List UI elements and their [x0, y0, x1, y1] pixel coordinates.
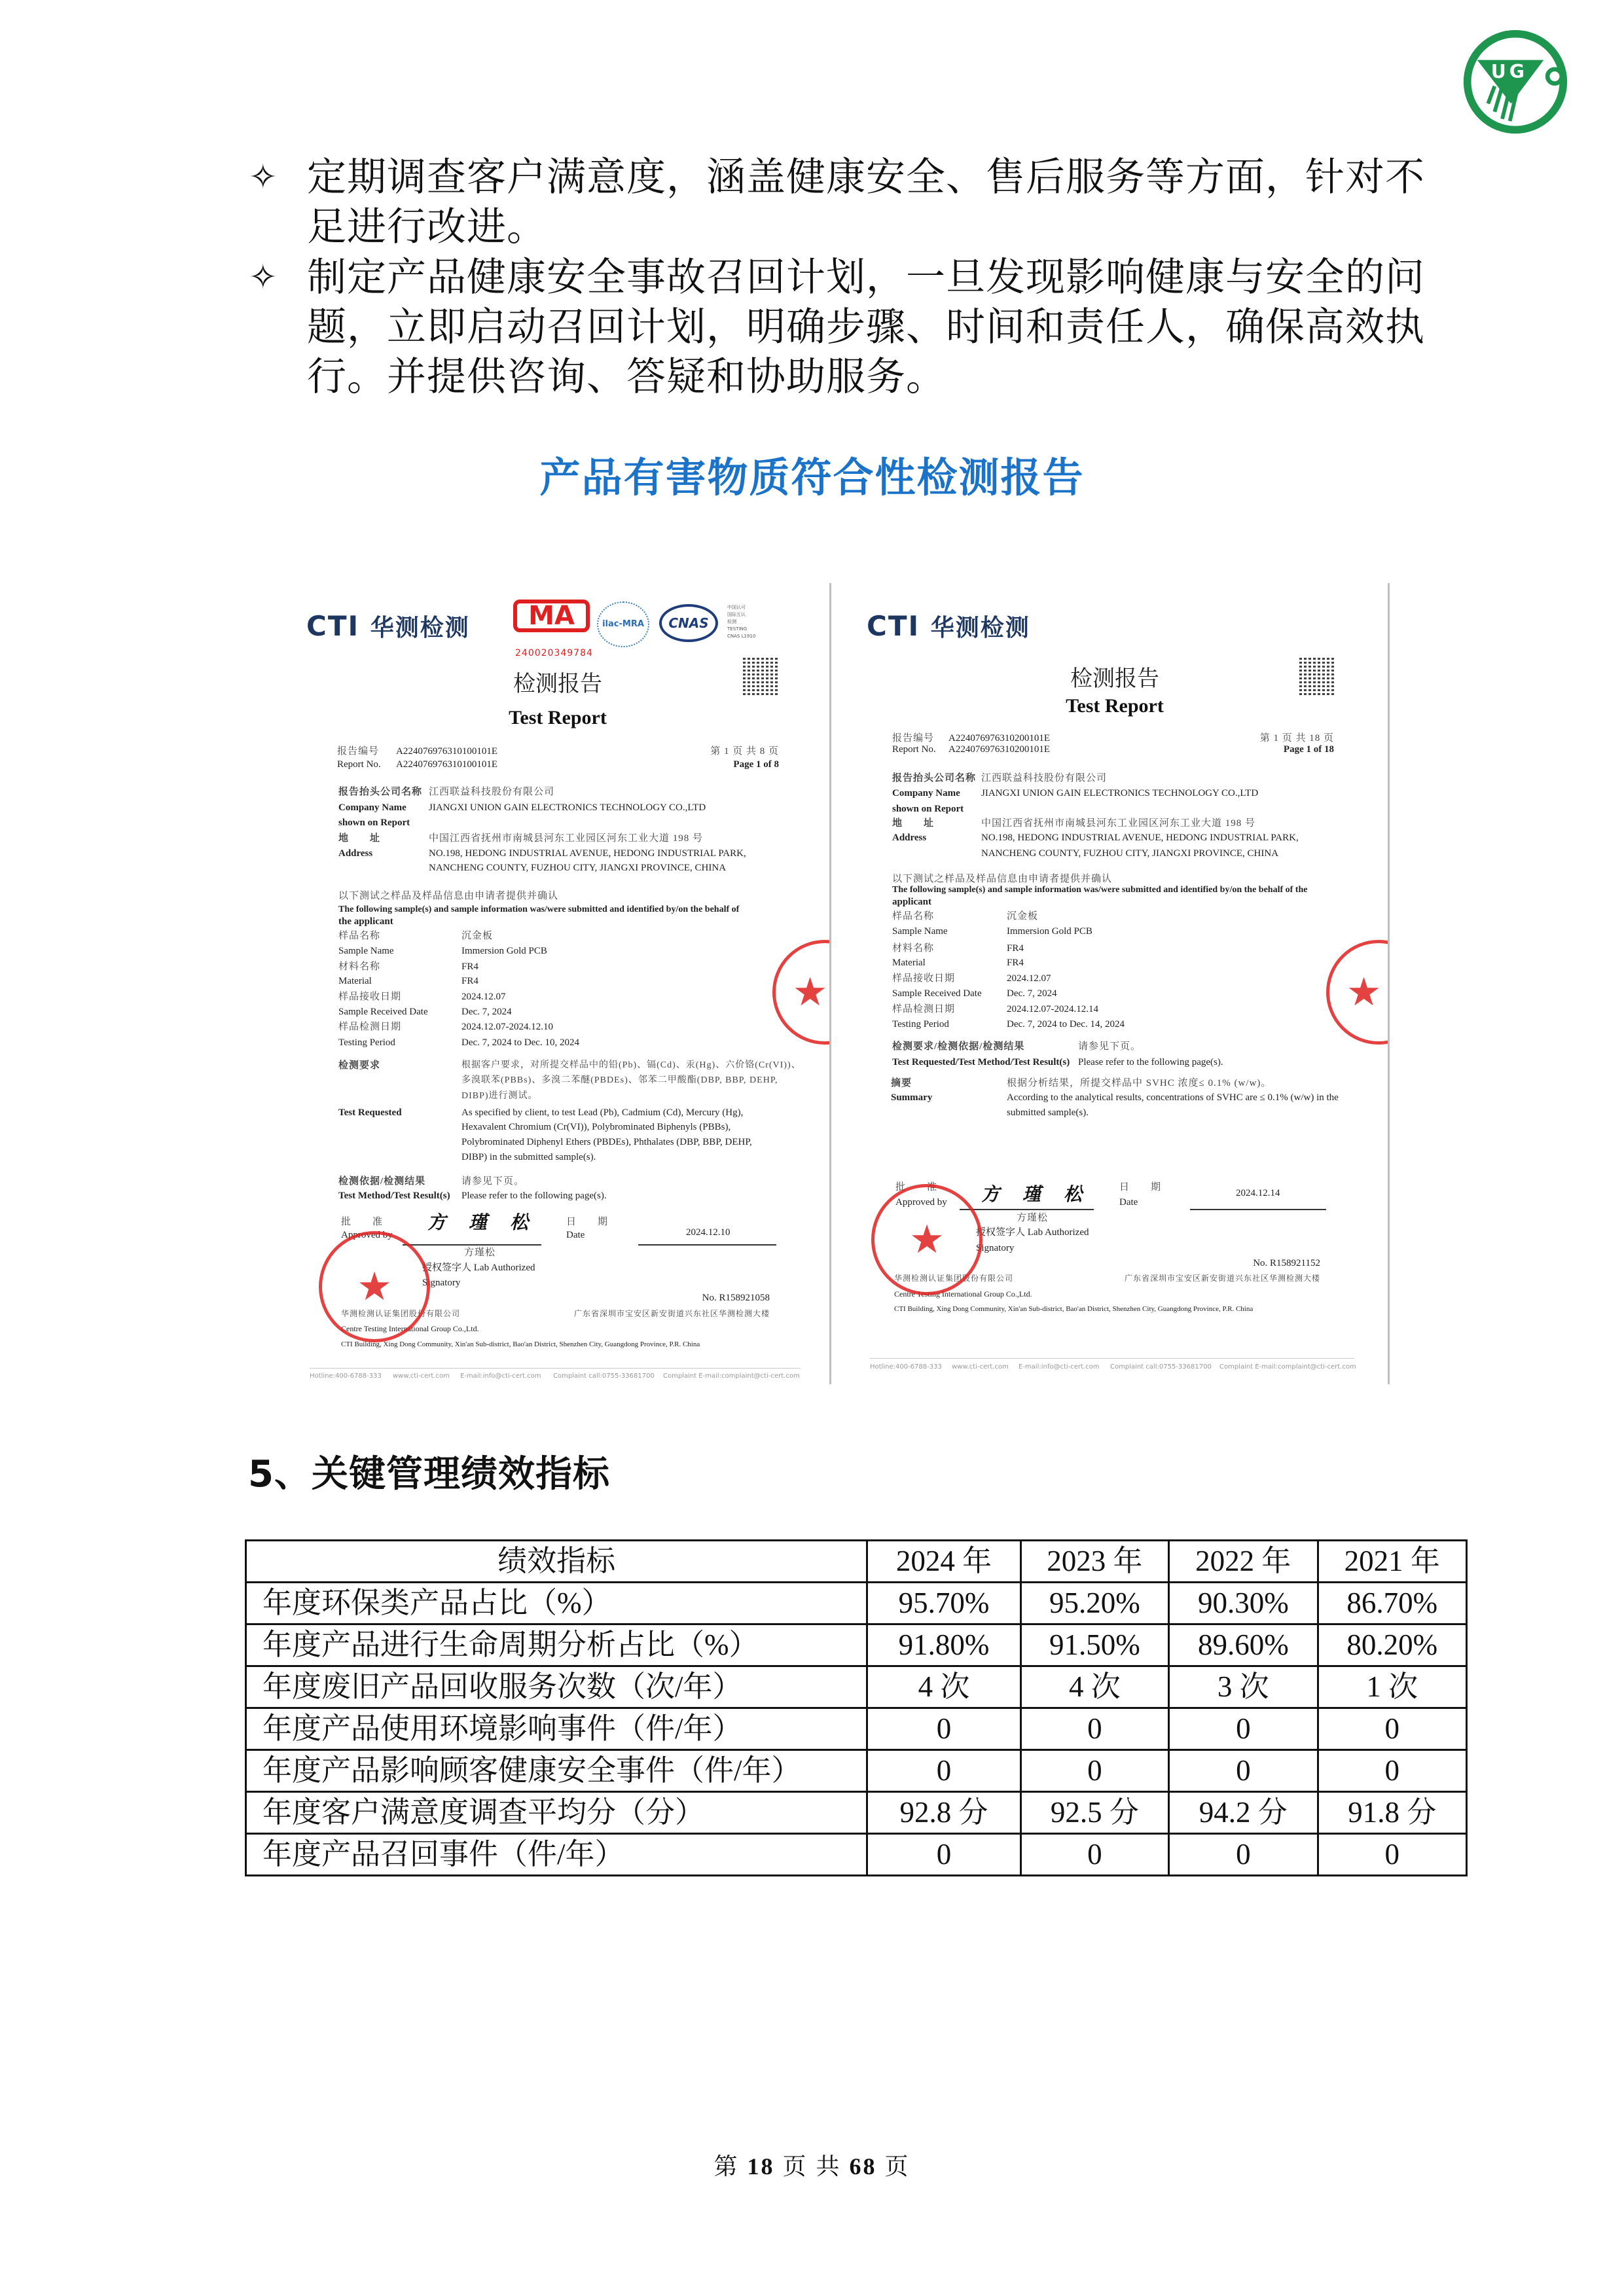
- table-cell: 0: [1318, 1834, 1466, 1876]
- footer-complaint-call: Complaint call:0755-33681700: [553, 1372, 655, 1380]
- table-cell: 年度客户满意度调查平均分（分）: [246, 1792, 867, 1834]
- label: Approved by: [341, 1230, 393, 1240]
- report-section-title: 产品有害物质符合性检测报告: [539, 456, 1085, 501]
- field-label: Testing Period: [338, 1037, 395, 1048]
- table-cell: 年度产品进行生命周期分析占比（%）: [246, 1624, 867, 1666]
- field-value: 沉金板: [1007, 911, 1039, 922]
- bullet-text-line: 制定产品健康安全事故召回计划，一旦发现影响健康与安全的问: [307, 256, 1425, 299]
- label: 报告编号: [892, 733, 935, 744]
- field-label: Sample Received Date: [892, 988, 982, 999]
- field-value: 2024.12.07-2024.12.14: [1007, 1004, 1098, 1014]
- address-en: NANCHENG COUNTY, FUZHOU CITY, JIANGXI PROVINCE, CHINA: [429, 863, 727, 873]
- field-value: Immersion Gold PCB: [461, 946, 547, 956]
- table-cell: 0: [1169, 1834, 1318, 1876]
- field-value: 2024.12.07: [461, 992, 506, 1002]
- table-cell: 0: [1318, 1708, 1466, 1750]
- field-value: Dec. 7, 2024 to Dec. 10, 2024: [461, 1037, 579, 1048]
- field-label: 样品接收日期: [338, 992, 402, 1002]
- table-cell: 91.50%: [1020, 1624, 1168, 1666]
- page-indicator: 第 1 页 共 8 页: [710, 746, 779, 757]
- table-cell: 91.8 分: [1318, 1792, 1466, 1834]
- table-cell: 3 次: [1169, 1666, 1318, 1708]
- field-label: Material: [892, 958, 926, 968]
- address-en: NANCHENG COUNTY, FUZHOU CITY, JIANGXI PROVINCE, CHINA: [981, 848, 1279, 859]
- report-title-en: Test Report: [1066, 695, 1164, 717]
- label: Report No.: [892, 744, 936, 755]
- four-point-star-outline-icon: ✧: [249, 258, 278, 297]
- column-header: 2024 年: [867, 1541, 1020, 1583]
- label: 摘要: [891, 1078, 912, 1088]
- test-method-en: Please refer to the following page(s).: [1078, 1057, 1223, 1067]
- signature: 方 瑾 松: [427, 1213, 538, 1233]
- company-name-cn: 江西联益科技股份有限公司: [429, 787, 555, 797]
- page-indicator: 第 1 页 共 18 页: [1259, 733, 1334, 744]
- label: Test Method/Test Result(s): [338, 1191, 450, 1201]
- field-value: 沉金板: [461, 931, 494, 941]
- summary-text: According to the analytical results, concentrations of SVHC are ≤ 0.1% (w/w) in the: [1007, 1092, 1339, 1103]
- address-cn: 中国江西省抚州市南城县河东工业园区河东工业大道 198 号: [981, 818, 1256, 829]
- table-cell: 91.80%: [867, 1624, 1020, 1666]
- table-row: [246, 1666, 1467, 1708]
- field-value: FR4: [461, 961, 478, 972]
- bullet-text-line: 行。并提供咨询、答疑和协助服务。: [307, 355, 946, 399]
- footer-website: www.cti-cert.com: [393, 1372, 450, 1380]
- label: 报告抬头公司名称: [338, 787, 423, 797]
- label: 检测依据/检测结果: [338, 1176, 426, 1187]
- kpi-table: [245, 1539, 1468, 1876]
- field-label: 材料名称: [892, 943, 935, 954]
- label: 检测要求/检测依据/检测结果: [892, 1041, 1025, 1052]
- certificate-number: No. R158921058: [702, 1293, 770, 1303]
- label: Company Name: [892, 788, 960, 798]
- field-value: Dec. 7, 2024: [1007, 988, 1057, 999]
- label: 报告编号: [337, 746, 380, 757]
- page-indicator: Page 1 of 18: [1283, 744, 1334, 755]
- svg-text:UG: UG: [1490, 61, 1528, 83]
- label: Signatory: [422, 1278, 461, 1288]
- table-cell: 0: [1169, 1708, 1318, 1750]
- table-cell: 0: [1020, 1750, 1168, 1792]
- ilac-mra-logo-icon: ilac-MRA: [597, 601, 649, 647]
- table-cell: 0: [867, 1750, 1020, 1792]
- sample-intro: applicant: [892, 897, 932, 907]
- certificate-number: No. R158921152: [1253, 1258, 1320, 1268]
- label: Test Requested: [338, 1107, 402, 1118]
- company-logo-icon: [1456, 20, 1587, 144]
- red-seal-stamp-icon: ★: [1326, 940, 1388, 1045]
- label: Date: [1119, 1197, 1138, 1208]
- table-cell: 0: [867, 1834, 1020, 1876]
- label: shown on Report: [892, 804, 964, 814]
- label: 授权签字人 Lab Authorized: [976, 1227, 1089, 1238]
- table-cell: 80.20%: [1318, 1624, 1466, 1666]
- test-report-image-right: [842, 583, 1388, 1384]
- table-cell: 0: [867, 1708, 1020, 1750]
- report-title-cn: 检测报告: [1070, 667, 1159, 691]
- sample-intro: 以下测试之样品及样品信息由申请者提供并确认: [892, 874, 1113, 884]
- cti-logo: CTI 华测检测: [306, 610, 470, 642]
- org-address-cn: 广东省深圳市宝安区新安街道兴东社区华测检测大楼: [573, 1309, 770, 1318]
- label: 授权签字人 Lab Authorized: [422, 1263, 535, 1273]
- signer-name: 方瑾松: [1017, 1213, 1049, 1223]
- cnas-logo-icon: CNAS: [659, 604, 718, 642]
- label: Test Requested/Test Method/Test Result(s): [892, 1057, 1070, 1067]
- label: 日 期: [1119, 1182, 1162, 1193]
- sample-intro: The following sample(s) and sample information was/were submitted and identified by/on the behalf of: [338, 905, 740, 914]
- footer-divider: [870, 1358, 1354, 1359]
- approval-date: 2024.12.10: [686, 1227, 731, 1238]
- table-cell: 0: [1169, 1750, 1318, 1792]
- address-cn: 中国江西省抚州市南城县河东工业园区河东工业大道 198 号: [429, 833, 704, 844]
- table-row: [246, 1834, 1467, 1876]
- table-cell: 4 次: [867, 1666, 1020, 1708]
- bullet-text-line: 足进行改进。: [307, 206, 547, 249]
- red-seal-stamp-icon: ★: [772, 940, 829, 1045]
- field-value: Dec. 7, 2024 to Dec. 14, 2024: [1007, 1019, 1125, 1030]
- signature-line: [960, 1209, 1094, 1210]
- test-requested-en: Polybrominated Diphenyl Ethers (PBDEs), Phthalates (DBP, BBP, DEHP,: [461, 1137, 752, 1147]
- column-header: 2021 年: [1318, 1541, 1466, 1583]
- field-label: 样品名称: [892, 911, 935, 922]
- cma-mark-icon: MA: [513, 600, 590, 632]
- report-title-en: Test Report: [509, 707, 607, 728]
- table-row: [246, 1792, 1467, 1834]
- org-name-en: Centre Testing International Group Co.,Ltd.: [341, 1324, 479, 1333]
- label: shown on Report: [338, 817, 410, 828]
- field-label: 样品接收日期: [892, 973, 956, 984]
- summary-text: submitted sample(s).: [1007, 1107, 1089, 1118]
- label: 批 准: [895, 1182, 938, 1193]
- report-title-cn: 检测报告: [513, 672, 602, 696]
- footer-hotline: Hotline:400-6788-333: [310, 1372, 382, 1380]
- column-header: 2022 年: [1169, 1541, 1318, 1583]
- test-method-en: Please refer to the following page(s).: [461, 1191, 607, 1201]
- label: Address: [338, 848, 373, 859]
- field-value: FR4: [461, 976, 478, 986]
- field-label: 样品检测日期: [338, 1022, 402, 1032]
- field-label: 样品名称: [338, 931, 381, 941]
- sample-intro: 以下测试之样品及样品信息由申请者提供并确认: [338, 891, 559, 901]
- label: 地 址: [892, 818, 935, 829]
- label: 检测要求: [338, 1060, 381, 1071]
- field-label: Material: [338, 976, 372, 986]
- table-cell: 89.60%: [1169, 1624, 1318, 1666]
- total-pages: 68: [849, 2153, 877, 2179]
- test-requested-en: Hexavalent Chromium (Cr(VI)), Polybrominated Biphenyls (PBBs),: [461, 1122, 731, 1132]
- field-value: Dec. 7, 2024: [461, 1007, 512, 1017]
- label: Company Name: [338, 802, 406, 813]
- org-address-en: CTI Building, Xing Dong Community, Xin'an Sub-district, Bao'an District, Shenzhen City, Guangdong Province, P.R. China: [894, 1305, 1254, 1313]
- page-prefix: 第: [713, 2153, 740, 2179]
- footer-email: E-mail:info@cti-cert.com: [1019, 1363, 1100, 1371]
- table-cell: 4 次: [1020, 1666, 1168, 1708]
- page-suffix: 页: [884, 2153, 911, 2179]
- table-row: [246, 1583, 1467, 1624]
- org-address-en: CTI Building, Xing Dong Community, Xin'an Sub-district, Bao'an District, Shenzhen City, Guangdong Province, P.R. China: [341, 1340, 700, 1348]
- test-requested-en: As specified by client, to test Lead (Pb), Cadmium (Cd), Mercury (Hg),: [461, 1107, 744, 1118]
- page-indicator: Page 1 of 8: [733, 759, 779, 770]
- cma-number: 240020349784: [515, 648, 593, 658]
- table-cell: 年度环保类产品占比（%）: [246, 1583, 867, 1624]
- field-value: 2024.12.07-2024.12.10: [461, 1022, 553, 1032]
- signature-line: [403, 1244, 541, 1246]
- report-number: A224076976310200101E: [948, 744, 1050, 755]
- table-cell: 0: [1020, 1834, 1168, 1876]
- table-cell: 年度产品召回事件（件/年）: [246, 1834, 867, 1876]
- table-cell: 年度废旧产品回收服务次数（次/年）: [246, 1666, 867, 1708]
- signature: 方 瑾 松: [981, 1185, 1092, 1205]
- page-mid: 页 共: [782, 2153, 842, 2179]
- date-line: [1190, 1209, 1326, 1210]
- label: 日 期: [566, 1217, 609, 1227]
- footer-website: www.cti-cert.com: [952, 1363, 1009, 1371]
- field-label: Sample Name: [892, 926, 948, 937]
- label: Summary: [891, 1092, 933, 1103]
- table-cell: 95.20%: [1020, 1583, 1168, 1624]
- bullet-text-line: 定期调查客户满意度，涵盖健康安全、售后服务等方面，针对不: [307, 156, 1425, 199]
- summary-text: 根据分析结果，所提交样品中 SVHC 浓度≤ 0.1% (w/w)。: [1007, 1078, 1272, 1088]
- test-method-cn: 请参见下页。: [1078, 1041, 1142, 1052]
- column-header: 2023 年: [1020, 1541, 1168, 1583]
- label: Signatory: [976, 1243, 1015, 1253]
- org-address-cn: 广东省深圳市宝安区新安街道兴东社区华测检测大楼: [1124, 1274, 1320, 1283]
- footer-hotline: Hotline:400-6788-333: [870, 1363, 942, 1371]
- field-label: Sample Name: [338, 946, 394, 956]
- field-value: FR4: [1007, 958, 1024, 968]
- company-name-cn: 江西联益科技股份有限公司: [981, 773, 1108, 783]
- org-name-cn: 华测检测认证集团股份有限公司: [341, 1309, 461, 1318]
- org-name-en: Centre Testing International Group Co.,Ltd.: [894, 1289, 1032, 1299]
- company-name-en: JIANGXI UNION GAIN ELECTRONICS TECHNOLOGY CO.,LTD: [429, 802, 706, 813]
- table-cell: 年度产品影响顾客健康安全事件（件/年）: [246, 1750, 867, 1792]
- table-cell: 92.5 分: [1020, 1792, 1168, 1834]
- field-value: 2024.12.07: [1007, 973, 1051, 984]
- table-row: [246, 1624, 1467, 1666]
- label: 地 址: [338, 833, 381, 844]
- table-cell: 94.2 分: [1169, 1792, 1318, 1834]
- test-report-image-left: [285, 583, 829, 1384]
- table-cell: 0: [1020, 1708, 1168, 1750]
- field-label: Sample Received Date: [338, 1007, 428, 1017]
- report-number: A224076976310100101E: [396, 759, 497, 770]
- footer-divider: [310, 1368, 801, 1369]
- test-requested-en: DIBP) in the submitted sample(s).: [461, 1152, 596, 1162]
- table-cell: 1 次: [1318, 1666, 1466, 1708]
- field-value: FR4: [1007, 943, 1024, 954]
- table-row: [246, 1708, 1467, 1750]
- approval-date: 2024.12.14: [1236, 1188, 1280, 1198]
- four-point-star-outline-icon: ✧: [249, 158, 278, 197]
- field-label: 材料名称: [338, 961, 381, 972]
- date-line: [638, 1244, 776, 1246]
- company-name-en: JIANGXI UNION GAIN ELECTRONICS TECHNOLOGY CO.,LTD: [981, 788, 1259, 798]
- bullet-text-line: 题，立即启动召回计划，明确步骤、时间和责任人，确保高效执: [307, 306, 1425, 349]
- field-value: Immersion Gold PCB: [1007, 926, 1092, 937]
- label: 批 准: [341, 1217, 384, 1227]
- label: Date: [566, 1230, 585, 1240]
- field-label: 样品检测日期: [892, 1004, 956, 1014]
- cti-logo: CTI 华测检测: [867, 610, 1030, 642]
- table-cell: 86.70%: [1318, 1583, 1466, 1624]
- table-cell: 0: [1318, 1750, 1466, 1792]
- page-edge: [829, 583, 831, 1384]
- footer-complaint-email: Complaint E-mail:complaint@cti-cert.com: [1219, 1363, 1356, 1371]
- test-requested-cn: DIBP)进行测试。: [461, 1091, 538, 1101]
- table-row: [246, 1750, 1467, 1792]
- section-heading: 5、关键管理绩效指标: [248, 1453, 610, 1496]
- report-number: A224076976310200101E: [948, 733, 1050, 744]
- label: Report No.: [337, 759, 381, 770]
- page-number-footer: [0, 2148, 1624, 2181]
- label: Approved by: [895, 1197, 947, 1208]
- test-method-cn: 请参见下页。: [461, 1176, 525, 1187]
- field-label: Testing Period: [892, 1019, 949, 1030]
- table-cell: 95.70%: [867, 1583, 1020, 1624]
- test-requested-cn: 多溴联苯(PBBs)、多溴二苯醚(PBDEs)、邻苯二甲酸酯(DBP, BBP, DEHP,: [461, 1075, 778, 1085]
- report-number: A224076976310100101E: [396, 746, 497, 757]
- current-page: 18: [747, 2153, 775, 2179]
- footer-email: E-mail:info@cti-cert.com: [460, 1372, 541, 1380]
- cnas-note: 中国认可 国际互认 检测 TESTING CNAS L1910: [727, 605, 756, 639]
- table-header-row: [246, 1541, 1467, 1583]
- org-name-cn: 华测检测认证集团股份有限公司: [894, 1274, 1014, 1283]
- address-en: NO.198, HEDONG INDUSTRIAL AVENUE, HEDONG INDUSTRIAL PARK,: [981, 833, 1299, 843]
- table-cell: 年度产品使用环境影响事件（件/年）: [246, 1708, 867, 1750]
- table-cell: 92.8 分: [867, 1792, 1020, 1834]
- red-seal-stamp-icon: ★: [319, 1231, 430, 1342]
- page-edge: [1388, 583, 1390, 1384]
- signer-name: 方瑾松: [464, 1247, 496, 1258]
- address-en: NO.198, HEDONG INDUSTRIAL AVENUE, HEDONG INDUSTRIAL PARK,: [429, 848, 746, 859]
- footer-complaint-email: Complaint E-mail:complaint@cti-cert.com: [663, 1372, 800, 1380]
- red-seal-stamp-icon: ★: [871, 1184, 983, 1295]
- sample-intro: The following sample(s) and sample information was/were submitted and identified by/on the behalf of the: [892, 885, 1308, 895]
- label: 报告抬头公司名称: [892, 773, 977, 783]
- table-cell: 90.30%: [1169, 1583, 1318, 1624]
- test-requested-cn: 根据客户要求，对所提交样品中的铅(Pb)、镉(Cd)、汞(Hg)、六价铬(Cr(VI))、: [461, 1060, 801, 1070]
- footer-complaint-call: Complaint call:0755-33681700: [1110, 1363, 1212, 1371]
- label: Address: [892, 833, 927, 843]
- sample-intro: the applicant: [338, 916, 393, 927]
- column-header: 绩效指标: [246, 1541, 867, 1583]
